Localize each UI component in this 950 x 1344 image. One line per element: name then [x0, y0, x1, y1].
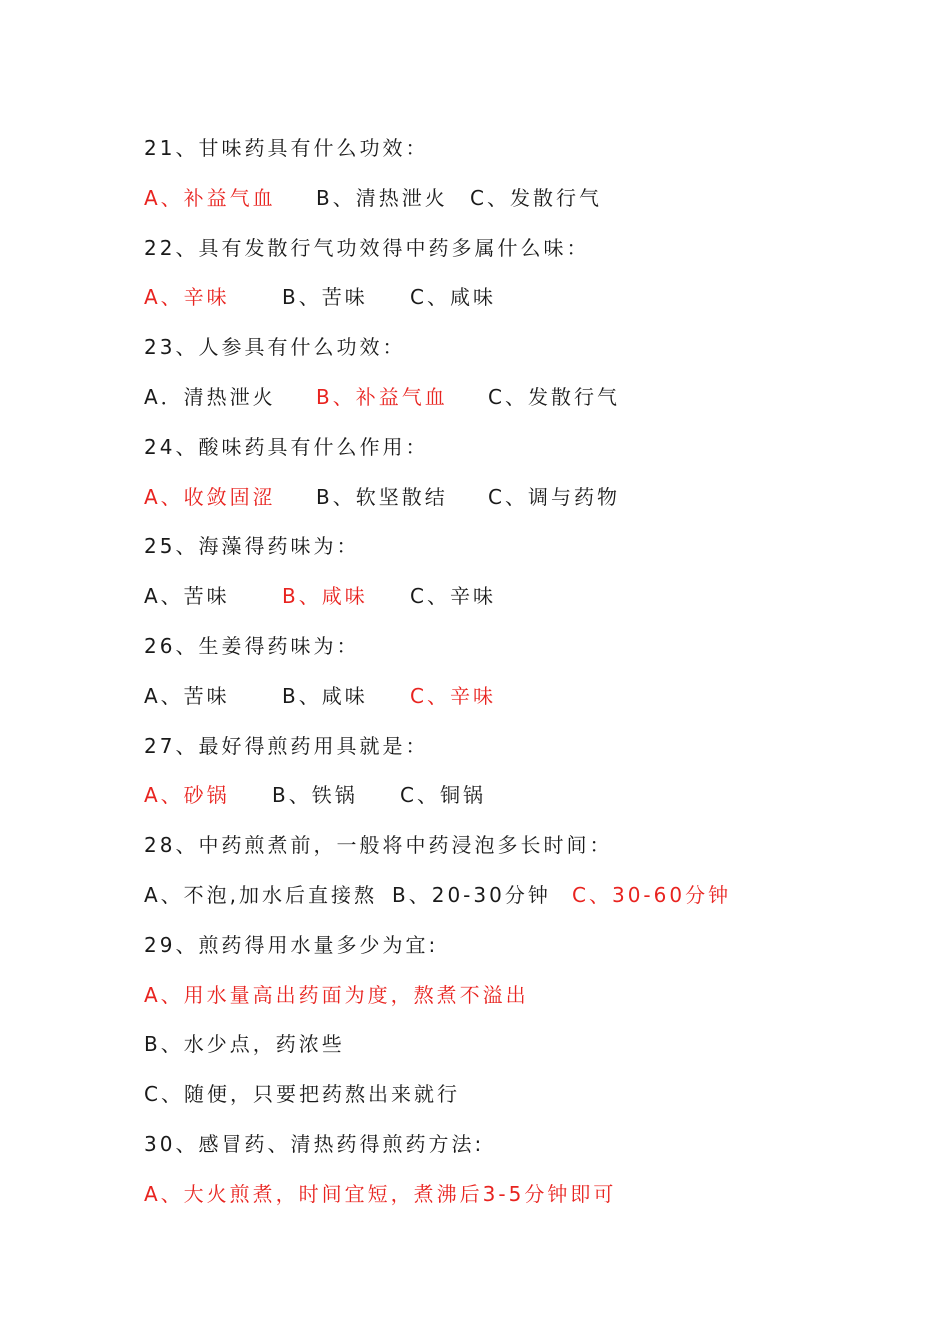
- options-row: [144, 178, 864, 228]
- options-row: [144, 875, 864, 925]
- answer-option-correct: A、用水量高出药面为度，熬煮不溢出: [144, 982, 529, 1007]
- answer-option-correct: A、辛味: [144, 285, 230, 310]
- question-text: 21、甘味药具有什么功效：: [144, 136, 429, 160]
- answer-option: C、咸味: [410, 285, 496, 310]
- answer-option-correct: B、咸味: [282, 584, 368, 609]
- options-row: [144, 277, 864, 327]
- answer-option: B、苦味: [282, 285, 368, 310]
- options-row: [144, 576, 864, 626]
- answer-option: C、调与药物: [488, 484, 620, 509]
- answer-option-correct: A、收敛固涩: [144, 484, 276, 509]
- answer-option: C、随便，只要把药熬出来就行: [144, 1082, 460, 1107]
- question-text: 29、煎药得用水量多少为宜:: [144, 932, 439, 957]
- question-text: 27、最好得煎药用具就是：: [144, 733, 429, 758]
- question-text: 22、具有发散行气功效得中药多属什么味：: [144, 235, 590, 260]
- answer-option: B、清热泄火: [316, 185, 448, 210]
- answer-option: B、水少点，药浓些: [144, 1032, 345, 1057]
- answer-option-correct: A、补益气血: [144, 185, 276, 210]
- question-text: 24、酸味药具有什么作用：: [144, 434, 429, 459]
- answer-option: C、发散行气: [470, 185, 602, 210]
- answer-option: B、咸味: [282, 683, 368, 708]
- answer-option: A、苦味: [144, 683, 230, 708]
- answer-option-correct: A、砂锅: [144, 783, 230, 808]
- answer-option: A、不泡,加水后直接熬: [144, 882, 378, 907]
- answer-option: C、铜锅: [400, 783, 486, 808]
- question-list: [144, 128, 864, 1224]
- options-row: [144, 477, 864, 527]
- question-text: 30、感冒药、清热药得煎药方法:: [144, 1131, 485, 1156]
- answer-option: C、发散行气: [488, 384, 620, 409]
- question-text: 25、海藻得药味为：: [144, 534, 360, 559]
- options-row: [144, 377, 864, 427]
- question-text: 28、中药煎煮前，一般将中药浸泡多长时间：: [144, 833, 613, 858]
- question-text: 26、生姜得药味为：: [144, 633, 360, 658]
- answer-option: A、苦味: [144, 584, 230, 609]
- answer-option: A．清热泄火: [144, 384, 276, 409]
- answer-option: B、软坚散结: [316, 484, 448, 509]
- answer-option-correct: C、辛味: [410, 683, 496, 708]
- options-row: [144, 775, 864, 825]
- answer-option-correct: A、大火煎煮，时间宜短，煮沸后3-5分钟即可: [144, 1181, 617, 1206]
- answer-option: C、辛味: [410, 584, 496, 609]
- options-row: [144, 676, 864, 726]
- answer-option: B、铁锅: [272, 783, 358, 808]
- answer-option: B、20-30分钟: [392, 882, 551, 907]
- answer-option-correct: B、补益气血: [316, 384, 448, 409]
- answer-option-correct: C、30-60分钟: [572, 882, 732, 907]
- question-text: 23、人参具有什么功效：: [144, 335, 406, 360]
